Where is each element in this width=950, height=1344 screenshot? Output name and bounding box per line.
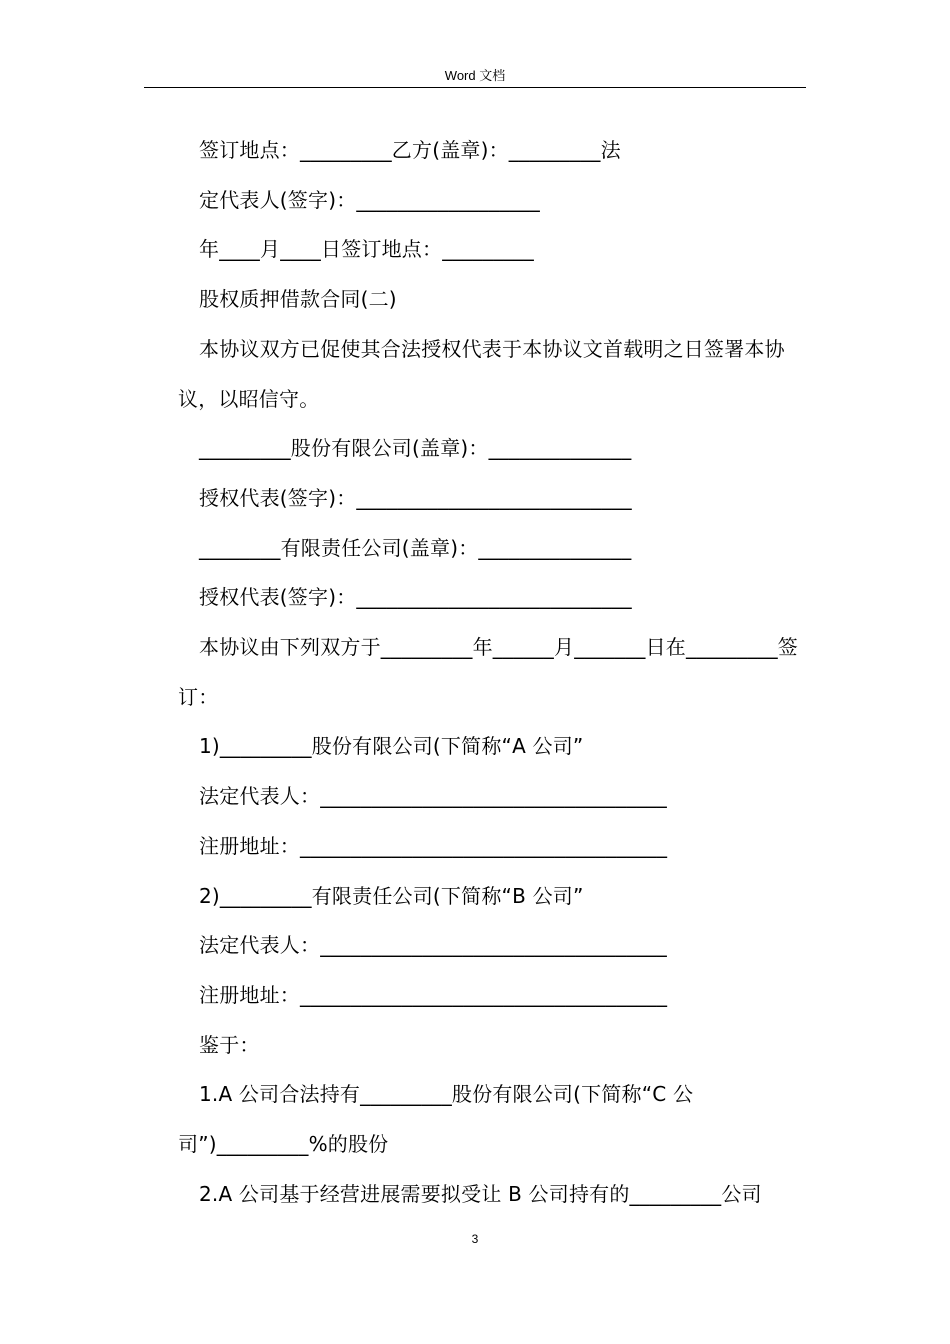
text-line: 授权代表(签字)：___________________________ <box>199 585 632 610</box>
text-paragraph: 1.A 公司合法持有_________股份有限公司(下简称“C 公司”)_________%的股份 <box>178 1082 694 1157</box>
text-line: 鉴于： <box>199 1032 260 1057</box>
text-line: 2)_________有限责任公司(下简称“B 公司” <box>199 883 584 908</box>
text-line: 注册地址：____________________________________ <box>199 833 668 858</box>
text-paragraph: 本协议双方已促使其合法授权代表于本协议文首载明之日签署本协议，以昭信守。 <box>178 336 785 411</box>
text-line: ________有限责任公司(盖章)：_______________ <box>199 535 632 560</box>
text-line: 注册地址：____________________________________ <box>199 982 668 1007</box>
text-line: 授权代表(签字)：___________________________ <box>199 485 632 510</box>
text-paragraph: 本协议由下列双方于_________年______月_______日在_________签订： <box>178 635 798 709</box>
text-line: 1)_________股份有限公司(下简称“A 公司” <box>199 734 584 759</box>
page-number: 3 <box>471 1232 479 1246</box>
text-line: 2.A 公司基于经营进展需要拟受让 B 公司持有的_________公司 <box>199 1181 762 1206</box>
header-title: Word 文档 <box>444 68 506 83</box>
text-line: 法定代表人：__________________________________ <box>199 933 667 958</box>
text-line: 法定代表人：__________________________________ <box>199 784 667 809</box>
text-line: 定代表人(签字)：__________________ <box>199 187 541 212</box>
document-body <box>178 126 802 1219</box>
text-line: 年____月____日签订地点：_________ <box>199 237 534 262</box>
text-line: 签订地点：_________乙方(盖章)：_________法 <box>199 138 621 162</box>
section-title: 股权质押借款合同(二) <box>199 287 397 312</box>
text-line: _________股份有限公司(盖章)：______________ <box>199 436 632 461</box>
header-divider <box>144 87 806 88</box>
